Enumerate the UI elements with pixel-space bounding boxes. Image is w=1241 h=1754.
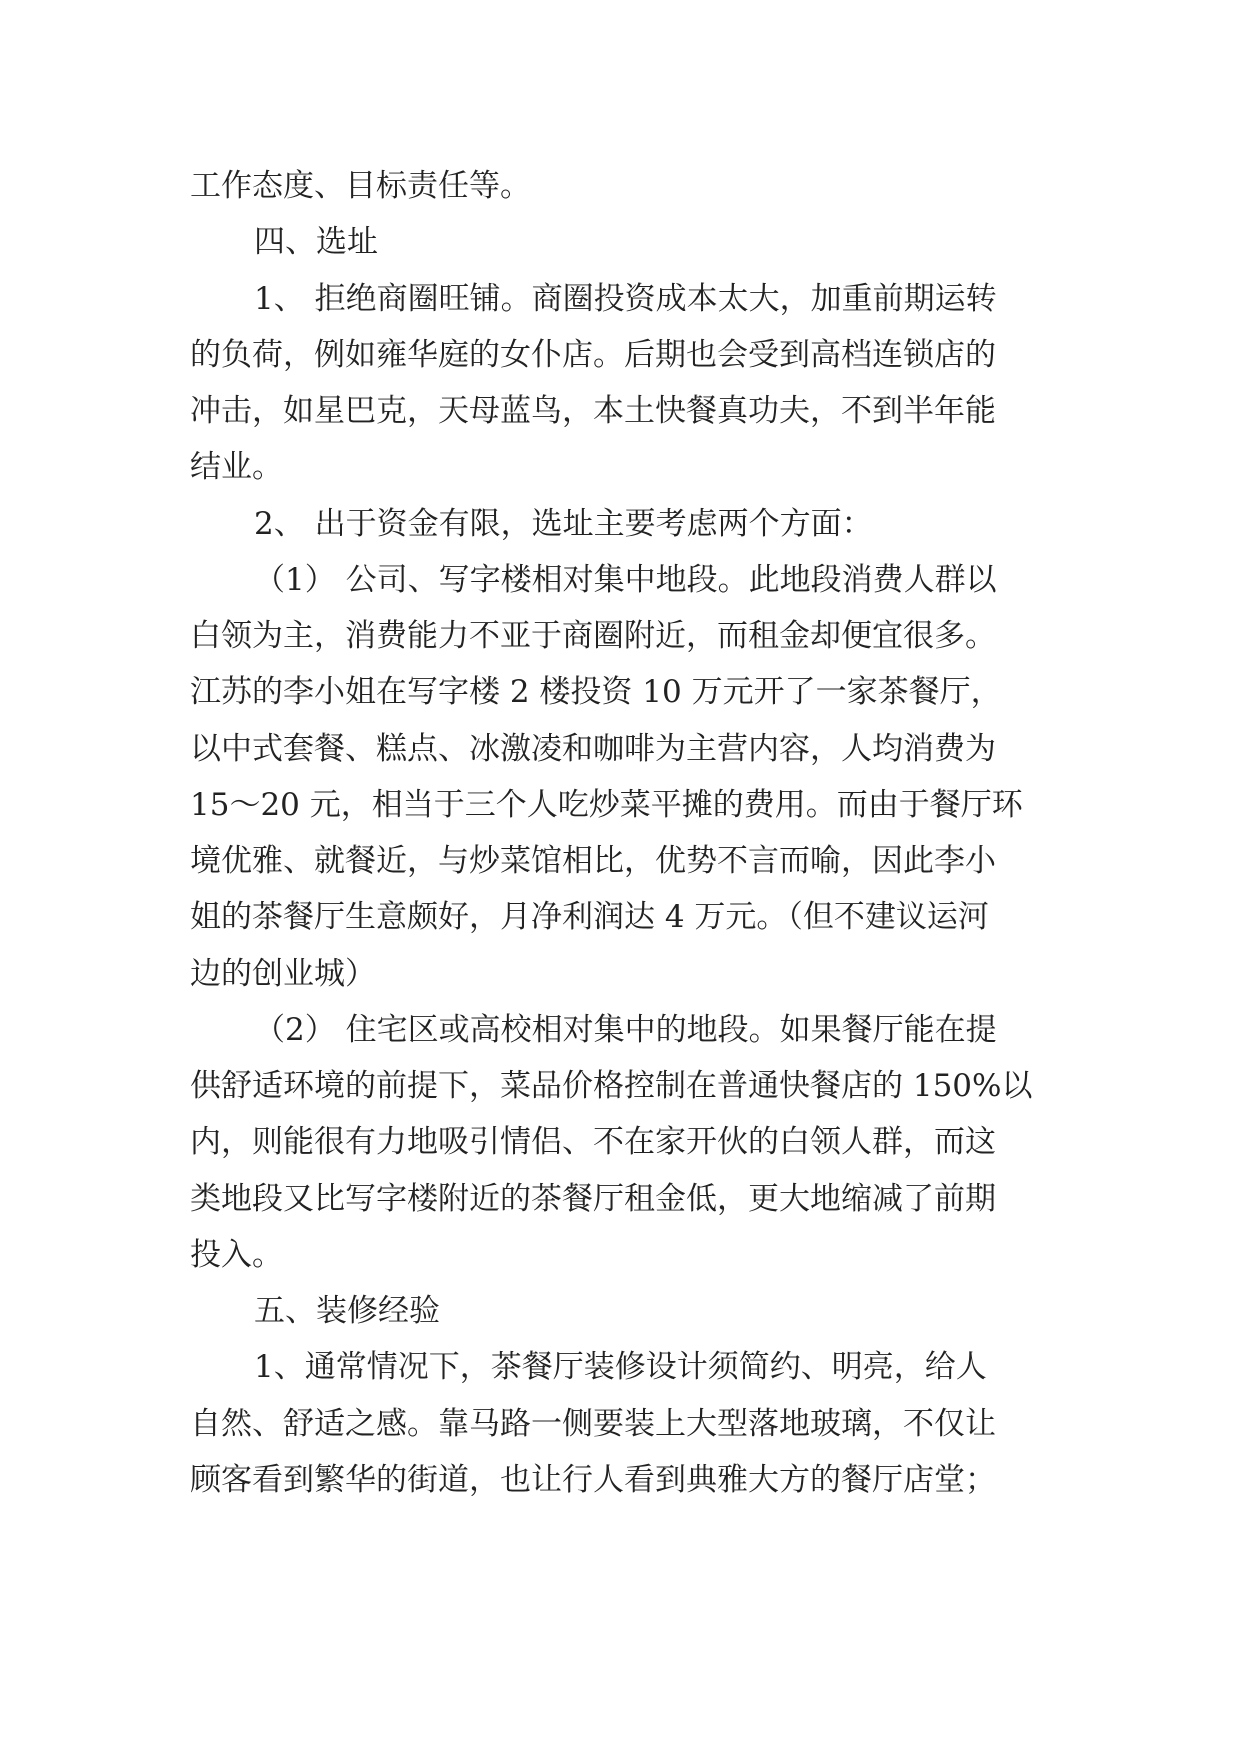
text-line: 结业。	[190, 449, 283, 485]
text-line: 1、 拒绝商圈旺铺。商圈投资成本太大，加重前期运转	[254, 281, 997, 317]
text-line: 投入。	[190, 1237, 283, 1273]
text-line: 自然、舒适之感。靠马路一侧要装上大型落地玻璃，不仅让	[190, 1406, 996, 1442]
text-line: 江苏的李小姐在写字楼 2 楼投资 10 万元开了一家茶餐厅，	[190, 674, 1002, 710]
text-line: 以中式套餐、糕点、冰激凌和咖啡为主营内容，人均消费为	[190, 731, 996, 767]
text-line: 边的创业城）	[190, 956, 376, 992]
text-line: 顾客看到繁华的街道，也让行人看到典雅大方的餐厅店堂；	[190, 1462, 996, 1498]
text-line: 的负荷，例如雍华庭的女仆店。后期也会受到高档连锁店的	[190, 337, 996, 373]
section-heading: 四、选址	[254, 224, 378, 260]
text-line: 白领为主，消费能力不亚于商圈附近，而租金却便宜很多。	[190, 618, 996, 654]
text-line: （2） 住宅区或高校相对集中的地段。如果餐厅能在提	[254, 1012, 997, 1048]
text-line: （1） 公司、写字楼相对集中地段。此地段消费人群以	[254, 562, 997, 598]
text-line: 2、 出于资金有限，选址主要考虑两个方面：	[254, 506, 873, 542]
text-line: 工作态度、目标责任等。	[190, 168, 531, 204]
text-line: 内，则能很有力地吸引情侣、不在家开伙的白领人群，而这	[190, 1124, 996, 1160]
section-heading: 五、装修经验	[254, 1293, 440, 1329]
text-line: 供舒适环境的前提下，菜品价格控制在普通快餐店的 150%以	[190, 1068, 1033, 1104]
text-line: 冲击，如星巴克，天母蓝鸟，本土快餐真功夫，不到半年能	[190, 393, 996, 429]
text-line: 15～20 元，相当于三个人吃炒菜平摊的费用。而由于餐厅环	[190, 787, 1023, 823]
text-line: 类地段又比写字楼附近的茶餐厅租金低，更大地缩减了前期	[190, 1181, 996, 1217]
text-line: 境优雅、就餐近，与炒菜馆相比，优势不言而喻，因此李小	[190, 843, 996, 879]
text-line: 1、通常情况下，茶餐厅装修设计须简约、明亮，给人	[254, 1349, 987, 1385]
text-line: 姐的茶餐厅生意颇好，月净利润达 4 万元。（但不建议运河	[190, 899, 989, 935]
